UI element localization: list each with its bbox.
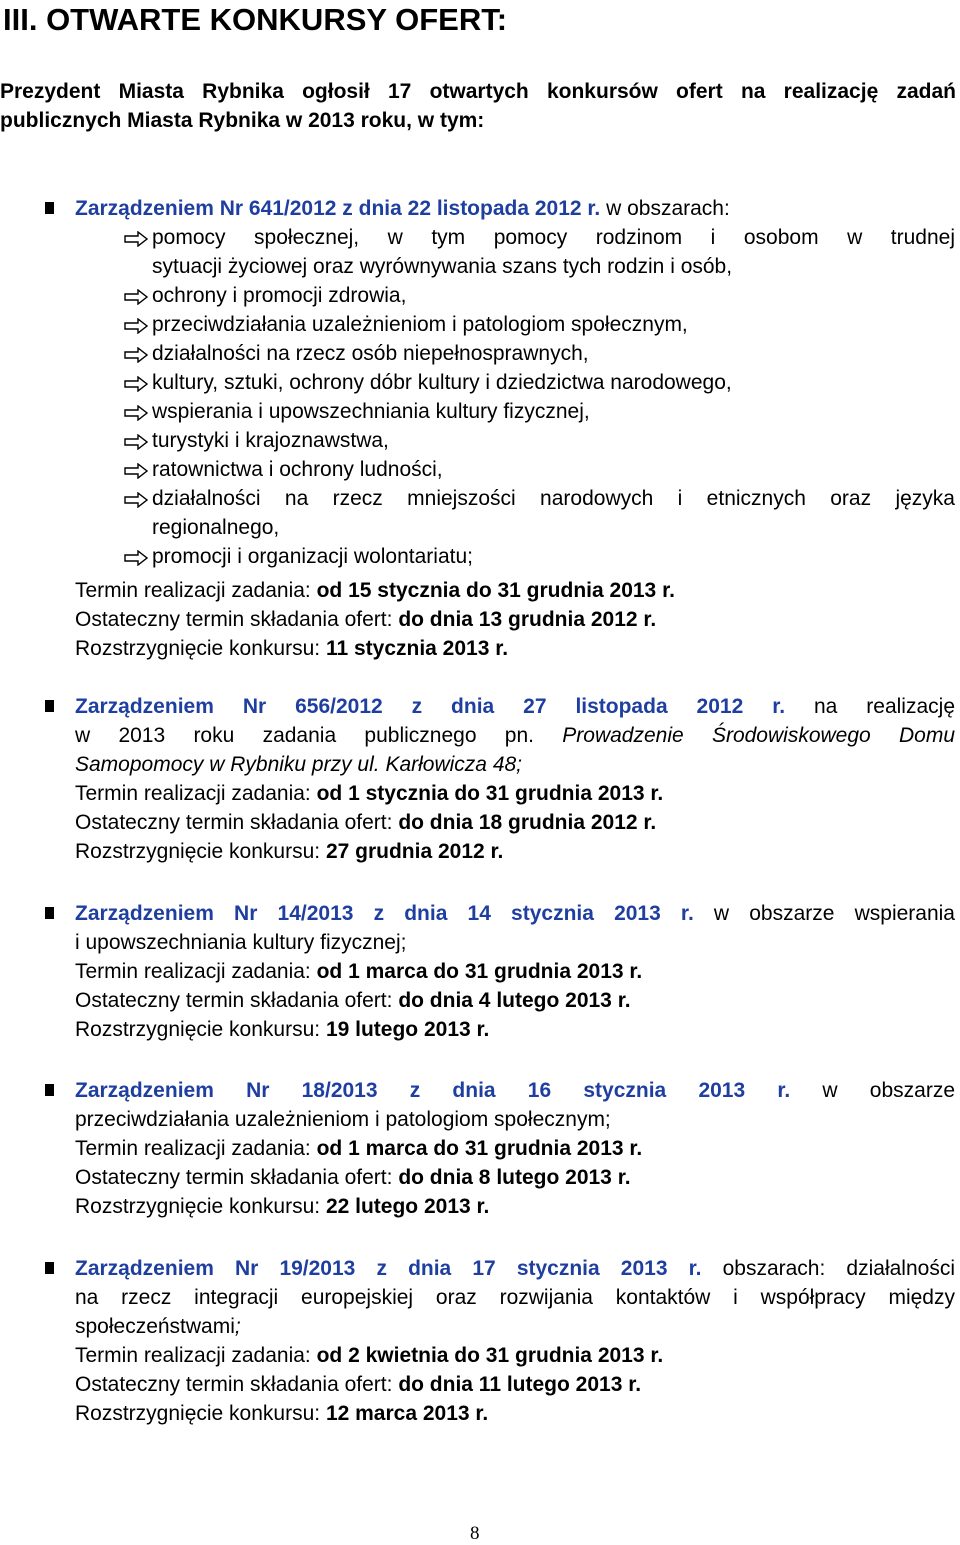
- s2-title-rest: na realizację: [785, 695, 955, 718]
- s2-line2-text: w 2013 roku zadania publicznego pn.: [75, 724, 563, 747]
- s5-title-rest: obszarach: działalności: [701, 1257, 955, 1280]
- s3-title-line: [75, 899, 955, 928]
- intro-paragraph: Prezydent Miasta Rybnika ogłosił 17 otwartych konkursów ofert na realizację zadań publicznych Miasta Rybnika w 2013 roku, w tym:: [0, 80, 956, 132]
- termin-label: Termin realizacji zadania:: [75, 1344, 317, 1367]
- arrow-right-icon: [124, 376, 148, 392]
- s4-title-rest: w obszarze: [790, 1079, 955, 1102]
- arrow-right-icon: [124, 231, 148, 247]
- s1-area: promocji i organizacji wolontariatu;: [152, 545, 473, 568]
- s5-title: Zarządzeniem Nr 19/2013 z dnia 17 stycznia 2013 r.: [75, 1257, 702, 1280]
- s4-title-line: [75, 1076, 955, 1105]
- termin-label: Termin realizacji zadania:: [75, 960, 317, 983]
- s3-termin: [75, 957, 955, 986]
- rozstrz-value: 22 lutego 2013 r.: [325, 1195, 490, 1218]
- arrow-right-icon: [124, 492, 148, 508]
- rozstrz-label: Rozstrzygnięcie konkursu:: [75, 1195, 326, 1218]
- termin-value: od 15 stycznia do 31 grudnia 2013 r.: [316, 579, 675, 602]
- rozstrz-value: 12 marca 2013 r.: [325, 1402, 489, 1425]
- s4-line2: przeciwdziałania uzależnieniom i patologiom społecznym;: [75, 1108, 611, 1131]
- arrow-right-icon: [124, 405, 148, 421]
- s2-line2: [75, 721, 955, 750]
- s3-ostateczny: [75, 986, 955, 1015]
- ostateczny-label: Ostateczny termin składania ofert:: [75, 1166, 399, 1189]
- s4-ostateczny: [75, 1163, 955, 1192]
- s4-rozstrzygniecie: [75, 1192, 955, 1221]
- s5-line2: na rzecz integracji europejskiej oraz rozwijania kontaktów i współpracy między: [75, 1286, 955, 1309]
- s2-title-line: [75, 692, 955, 721]
- rozstrz-label: Rozstrzygnięcie konkursu:: [75, 1402, 326, 1425]
- rozstrz-value: 19 lutego 2013 r.: [325, 1018, 490, 1041]
- s5-line3-text: społeczeństwami: [75, 1315, 235, 1338]
- s2-title: Zarządzeniem Nr 656/2012 z dnia 27 listopada 2012 r.: [75, 695, 786, 718]
- s5-line3-italic: ;: [234, 1315, 241, 1338]
- s4-termin: [75, 1134, 955, 1163]
- termin-value: od 1 marca do 31 grudnia 2013 r.: [316, 1137, 643, 1160]
- termin-label: Termin realizacji zadania:: [75, 782, 317, 805]
- s1-area: sytuacji życiowej oraz wyrównywania szans tych rodzin i osób,: [152, 255, 733, 278]
- s2-termin: [75, 779, 955, 808]
- s3-title: Zarządzeniem Nr 14/2013 z dnia 14 stycznia 2013 r.: [75, 902, 694, 925]
- s3-title-rest: w obszarze wspierania: [693, 902, 955, 925]
- s1-area: działalności na rzecz osób niepełnosprawnych,: [152, 342, 589, 365]
- s3-line2: i upowszechniania kultury fizycznej;: [75, 931, 407, 954]
- s1-rozstrzygniecie: [75, 634, 955, 663]
- ostateczny-label: Ostateczny termin składania ofert:: [75, 608, 399, 631]
- page-number: 8: [470, 1523, 480, 1544]
- s1-area: wspierania i upowszechniania kultury fizycznej,: [152, 400, 590, 423]
- rozstrz-value: 11 stycznia 2013 r.: [325, 637, 509, 660]
- ostateczny-label: Ostateczny termin składania ofert:: [75, 1373, 399, 1396]
- s1-area: ratownictwa i ochrony ludności,: [152, 458, 443, 481]
- s1-ostateczny: [75, 605, 955, 634]
- bullet-square-icon: [45, 202, 54, 214]
- s1-area: pomocy społecznej, w tym pomocy rodzinom i osobom w trudnej: [152, 226, 955, 249]
- s1-title-line: [75, 194, 955, 223]
- section-heading: III. OTWARTE KONKURSY OFERT:: [3, 2, 508, 37]
- bullet-square-icon: [45, 1262, 54, 1274]
- ostateczny-value: do dnia 13 grudnia 2012 r.: [398, 608, 657, 631]
- s5-termin: [75, 1341, 955, 1370]
- s2-line3-italic: Samopomocy w Rybniku przy ul. Karłowicza 48;: [75, 753, 523, 776]
- s1-termin: [75, 576, 955, 605]
- rozstrz-label: Rozstrzygnięcie konkursu:: [75, 840, 326, 863]
- s2-line2-italic: Prowadzenie Środowiskowego Domu: [562, 724, 955, 747]
- s3-rozstrzygniecie: [75, 1015, 955, 1044]
- termin-value: od 2 kwietnia do 31 grudnia 2013 r.: [316, 1344, 664, 1367]
- s1-area: turystyki i krajoznawstwa,: [152, 429, 389, 452]
- s2-rozstrzygniecie: [75, 837, 955, 866]
- s1-area: ochrony i promocji zdrowia,: [152, 284, 407, 307]
- rozstrz-label: Rozstrzygnięcie konkursu:: [75, 1018, 326, 1041]
- s5-rozstrzygniecie: [75, 1399, 955, 1428]
- ostateczny-value: do dnia 11 lutego 2013 r.: [398, 1373, 642, 1396]
- rozstrz-label: Rozstrzygnięcie konkursu:: [75, 637, 326, 660]
- termin-value: od 1 stycznia do 31 grudnia 2013 r.: [316, 782, 664, 805]
- arrow-right-icon: [124, 434, 148, 450]
- s1-area: działalności na rzecz mniejszości narodowych i etnicznych oraz języka: [152, 487, 955, 510]
- s5-line3: [75, 1312, 955, 1341]
- ostateczny-value: do dnia 8 lutego 2013 r.: [398, 1166, 631, 1189]
- s1-area: przeciwdziałania uzależnieniom i patologiom społecznym,: [152, 313, 688, 336]
- arrow-right-icon: [124, 550, 148, 566]
- arrow-right-icon: [124, 289, 148, 305]
- ostateczny-value: do dnia 18 grudnia 2012 r.: [398, 811, 657, 834]
- s1-area: regionalnego,: [152, 516, 280, 539]
- arrow-right-icon: [124, 463, 148, 479]
- s1-area: kultury, sztuki, ochrony dóbr kultury i dziedzictwa narodowego,: [152, 371, 732, 394]
- bullet-square-icon: [45, 700, 54, 712]
- s1-title: Zarządzeniem Nr 641/2012 z dnia 22 listopada 2012 r.: [75, 197, 601, 220]
- bullet-square-icon: [45, 1084, 54, 1096]
- ostateczny-label: Ostateczny termin składania ofert:: [75, 989, 399, 1012]
- arrow-right-icon: [124, 347, 148, 363]
- termin-value: od 1 marca do 31 grudnia 2013 r.: [316, 960, 643, 983]
- s1-title-rest: w obszarach:: [600, 197, 730, 220]
- rozstrz-value: 27 grudnia 2012 r.: [325, 840, 504, 863]
- s2-line3: [75, 750, 955, 779]
- arrow-right-icon: [124, 318, 148, 334]
- termin-label: Termin realizacji zadania:: [75, 579, 317, 602]
- s2-ostateczny: [75, 808, 955, 837]
- termin-label: Termin realizacji zadania:: [75, 1137, 317, 1160]
- s4-title: Zarządzeniem Nr 18/2013 z dnia 16 stycznia 2013 r.: [75, 1079, 791, 1102]
- s5-ostateczny: [75, 1370, 955, 1399]
- s5-title-line: [75, 1254, 955, 1283]
- ostateczny-label: Ostateczny termin składania ofert:: [75, 811, 399, 834]
- ostateczny-value: do dnia 4 lutego 2013 r.: [398, 989, 631, 1012]
- bullet-square-icon: [45, 907, 54, 919]
